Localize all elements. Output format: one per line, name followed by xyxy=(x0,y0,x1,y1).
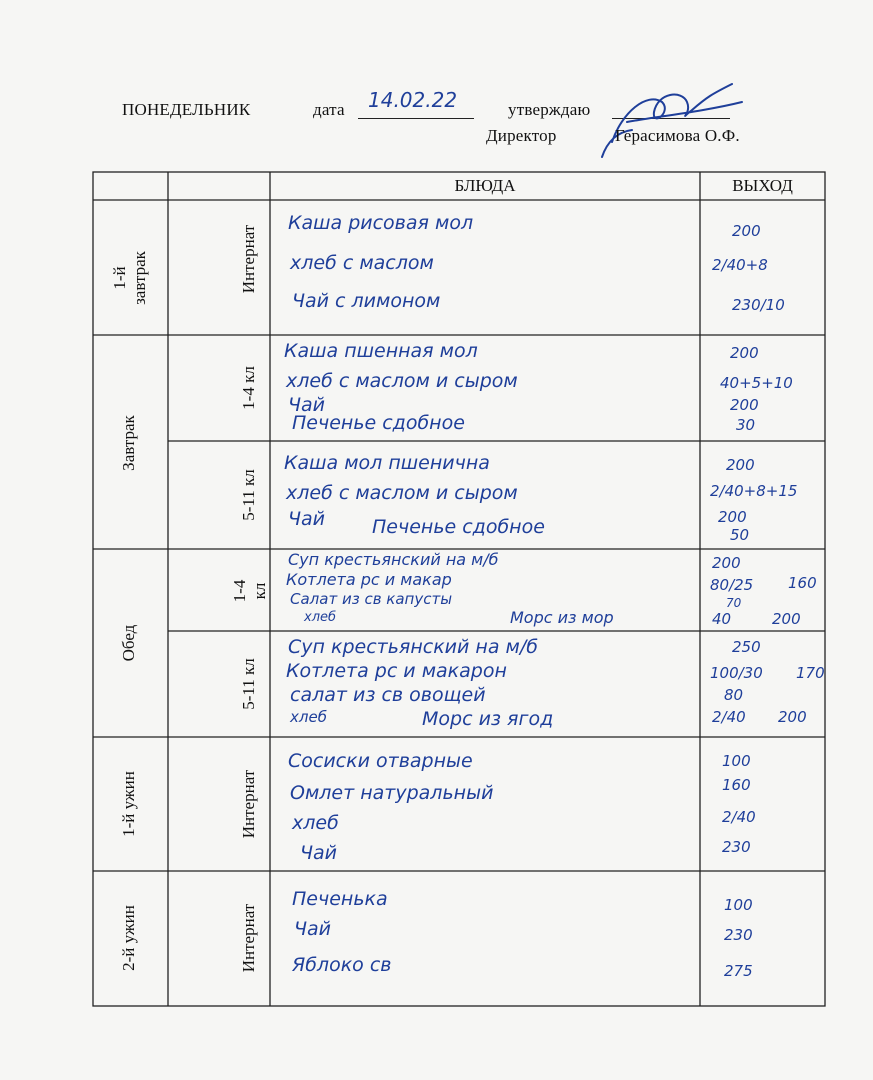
meal-name-breakfast1 xyxy=(110,208,150,348)
group-label: Интернат xyxy=(239,224,258,294)
yield-item: 40+5+10 xyxy=(720,374,793,392)
yield-item: 80/25 xyxy=(710,576,754,594)
dish-item: Каша рисовая мол xyxy=(288,212,474,234)
yield-item: 230/10 xyxy=(732,296,785,314)
yield-item: 80 xyxy=(724,686,744,704)
dish-item: Морс из мор xyxy=(510,608,614,627)
date-label: дата xyxy=(313,100,345,119)
dish-item: хлеб с маслом xyxy=(290,252,434,274)
date-value: 14.02.22 xyxy=(368,88,458,112)
yield-item: 200 xyxy=(726,456,755,474)
dish-item: Сосиски отварные xyxy=(288,750,473,772)
yield-item: 200 xyxy=(772,610,801,628)
yield-item: 275 xyxy=(724,962,753,980)
yield-item: 200 xyxy=(730,396,759,414)
yield-item: 2/40 xyxy=(722,808,756,826)
group-label-text: 1-4 кл xyxy=(230,579,269,603)
yield-item: 2/40 xyxy=(712,708,746,726)
dish-item: Чай xyxy=(288,508,326,530)
dish-item: Суп крестьянский на м/б xyxy=(288,636,538,658)
approve-label: утверждаю xyxy=(508,100,591,119)
yield-item: 200 xyxy=(732,222,761,240)
dish-item: хлеб xyxy=(290,708,327,726)
dish-item: хлеб с маслом и сыром xyxy=(286,482,518,504)
column-header-dishes: БЛЮДА xyxy=(454,176,516,195)
dish-item: Котлета рс и макарон xyxy=(286,660,507,682)
dish-item: Котлета рс и макар xyxy=(286,570,452,589)
dish-item: Морс из ягод xyxy=(422,708,554,730)
dish-item: хлеб с маслом и сыром xyxy=(286,370,518,392)
dish-item: Салат из св капусты xyxy=(290,590,453,608)
dish-item: Печенье сдобное xyxy=(372,516,545,538)
yield-item: 70 xyxy=(726,596,742,610)
dish-item: Яблоко св xyxy=(292,954,392,976)
dish-item: Печенька xyxy=(292,888,388,910)
day-title: ПОНЕДЕЛЬНИК xyxy=(122,100,251,119)
dish-item: хлеб xyxy=(304,610,337,625)
dish-item: Суп крестьянский на м/б xyxy=(288,550,499,569)
yield-item: 230 xyxy=(724,926,753,944)
meal-name-text: 1-й завтрак xyxy=(110,251,149,305)
yield-item: 160 xyxy=(788,574,817,592)
meal-name-dinner1: 1-й ужин xyxy=(119,771,138,837)
yield-item: 230 xyxy=(722,838,751,856)
yield-item: 100 xyxy=(722,752,751,770)
meal-name-lunch: Обед xyxy=(119,624,138,662)
group-label: Интернат xyxy=(239,903,258,973)
dish-item: Чай xyxy=(294,918,332,940)
yield-item: 200 xyxy=(718,508,747,526)
dish-item: Каша пшенная мол xyxy=(284,340,478,362)
yield-item: 200 xyxy=(778,708,807,726)
dish-item: Чай xyxy=(300,842,338,864)
group-label: Интернат xyxy=(239,769,258,839)
yield-item: 2/40+8 xyxy=(712,256,768,274)
yield-item: 100/30 xyxy=(710,664,763,682)
director-label: Директор xyxy=(486,126,557,145)
group-label xyxy=(230,541,270,641)
meal-name-dinner2: 2-й ужин xyxy=(119,905,138,971)
group-label: 5-11 кл xyxy=(239,469,258,521)
dish-item: Чай с лимоном xyxy=(292,290,441,312)
yield-item: 2/40+8+15 xyxy=(710,482,798,500)
director-name: Герасимова О.Ф. xyxy=(615,126,740,145)
yield-item: 50 xyxy=(730,526,750,544)
yield-item: 40 xyxy=(712,610,732,628)
group-label: 5-11 кл xyxy=(239,658,258,710)
column-header-yield: ВЫХОД xyxy=(732,176,793,195)
dish-item: хлеб xyxy=(292,812,339,834)
yield-item: 30 xyxy=(736,416,756,434)
dish-item: Чай xyxy=(288,394,326,416)
yield-item: 200 xyxy=(712,554,741,572)
yield-item: 100 xyxy=(724,896,753,914)
yield-item: 170 xyxy=(796,664,825,682)
dish-item: Печенье сдобное xyxy=(292,412,465,434)
group-label: 1-4 кл xyxy=(239,366,258,410)
dish-item: Омлет натуральный xyxy=(290,782,494,804)
dish-item: салат из св овощей xyxy=(290,684,486,706)
dish-item: Каша мол пшенична xyxy=(284,452,490,474)
meal-name-breakfast: Завтрак xyxy=(119,415,138,471)
yield-item: 160 xyxy=(722,776,751,794)
yield-item: 250 xyxy=(732,638,761,656)
yield-item: 200 xyxy=(730,344,759,362)
